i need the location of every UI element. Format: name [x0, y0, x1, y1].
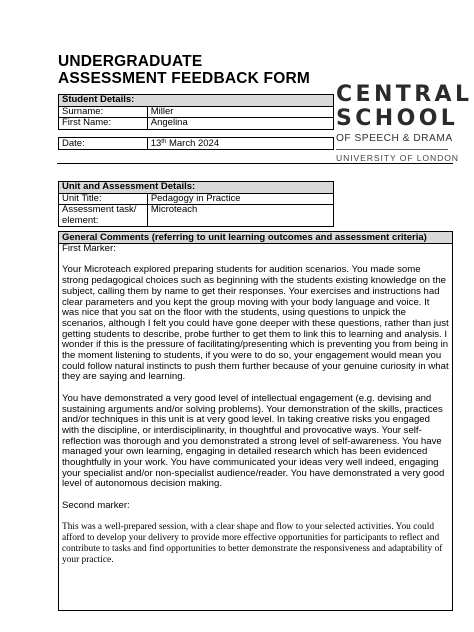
- form-title-line2: ASSESSMENT FEEDBACK FORM: [58, 70, 310, 87]
- form-title-line1: UNDERGRADUATE: [58, 53, 203, 70]
- unit-title-value: Pedagogy in Practice: [147, 193, 333, 205]
- general-comments-header: General Comments (referring to unit learning outcomes and assessment criteria): [59, 232, 452, 244]
- assessment-task-label: Assessment task/ element:: [59, 205, 148, 227]
- unit-details-table: [58, 181, 334, 227]
- student-details-table: [58, 94, 334, 130]
- date-label: Date:: [59, 138, 148, 150]
- first-marker-paragraph-2: You have demonstrated a very good level of intellectual engagement (e.g. devising and sustaining arguments and/or solving problems). Your demonstration of the skills, practices and/or techniques in this unit is at very good level. In taking creative risks you engaged with the discipline, or interdisciplinarity, in thoughtful and provocative ways. Your self-reflection was thorough and you demonstrated a strong level of self-awareness. You have managed your own learning, engaging in detailed research which has been evidenced thoughtfully in your work. You have communicated your ideas very well indeed, engaging your specialist and/or non-specialist audience/reader. You have demonstrated a very good level of autonomous decision making.: [62, 392, 445, 490]
- first-name-label: First Name:: [59, 118, 148, 130]
- second-marker-paragraph: This was a well-prepared session, with a clear shape and flow to your selected activities. You could afford to develop your delivery to provide more effective opportunities for participants to reflect and contribute to tasks and find opportunities to better demonstrate the responsiveness and adaptability of your practice.: [62, 522, 443, 565]
- section-divider: [57, 163, 453, 164]
- logo-divider: [336, 149, 448, 150]
- surname-label: Surname:: [59, 106, 148, 118]
- general-comments-box: [58, 231, 453, 611]
- first-name-value: Angelina: [147, 118, 333, 130]
- school-logo: [336, 82, 473, 163]
- logo-school: SCHOOL: [336, 106, 459, 131]
- student-details-header: Student Details:: [59, 95, 334, 107]
- date-value: 13th March 2024: [147, 138, 333, 150]
- unit-title-label: Unit Title:: [59, 193, 148, 205]
- general-comments-body: [59, 244, 452, 565]
- logo-university: UNIVERSITY OF LONDON: [336, 153, 459, 163]
- assessment-task-value: Microteach: [147, 205, 333, 227]
- date-table: [58, 137, 334, 150]
- logo-central: CENTRAL: [336, 82, 473, 107]
- second-marker-label: Second marker:: [62, 499, 130, 511]
- first-marker-label: First Marker:: [62, 243, 116, 254]
- logo-speech-drama: OF SPEECH & DRAMA: [336, 133, 453, 144]
- unit-details-header: Unit and Assessment Details:: [59, 182, 334, 194]
- form-title: [58, 53, 310, 87]
- first-marker-paragraph-1: Your Microteach explored preparing students for audition scenarios. You made some strong pedagogical choices such as beginning with the students existing knowledge on the subject, calling them by name to get their responses. Your exercises and instructions had clear parameters and you kept the group moving with your body language and voice. It was nice that you sat on the floor with the students, using questions to unpick the scenarios, although I felt you could have gone deeper with these questions, rather than just getting students to describe, probe further to get them to link this to learning and analysis. I wonder if this is the pressure of facilitating/presenting which is preventing you from being in the moment listening to students, if you were to do so, your engagement would mean you could follow natural instincts to push them further because of your genuine curiosity in what they are saying and learning.: [62, 264, 449, 383]
- surname-value: Miller: [147, 106, 333, 118]
